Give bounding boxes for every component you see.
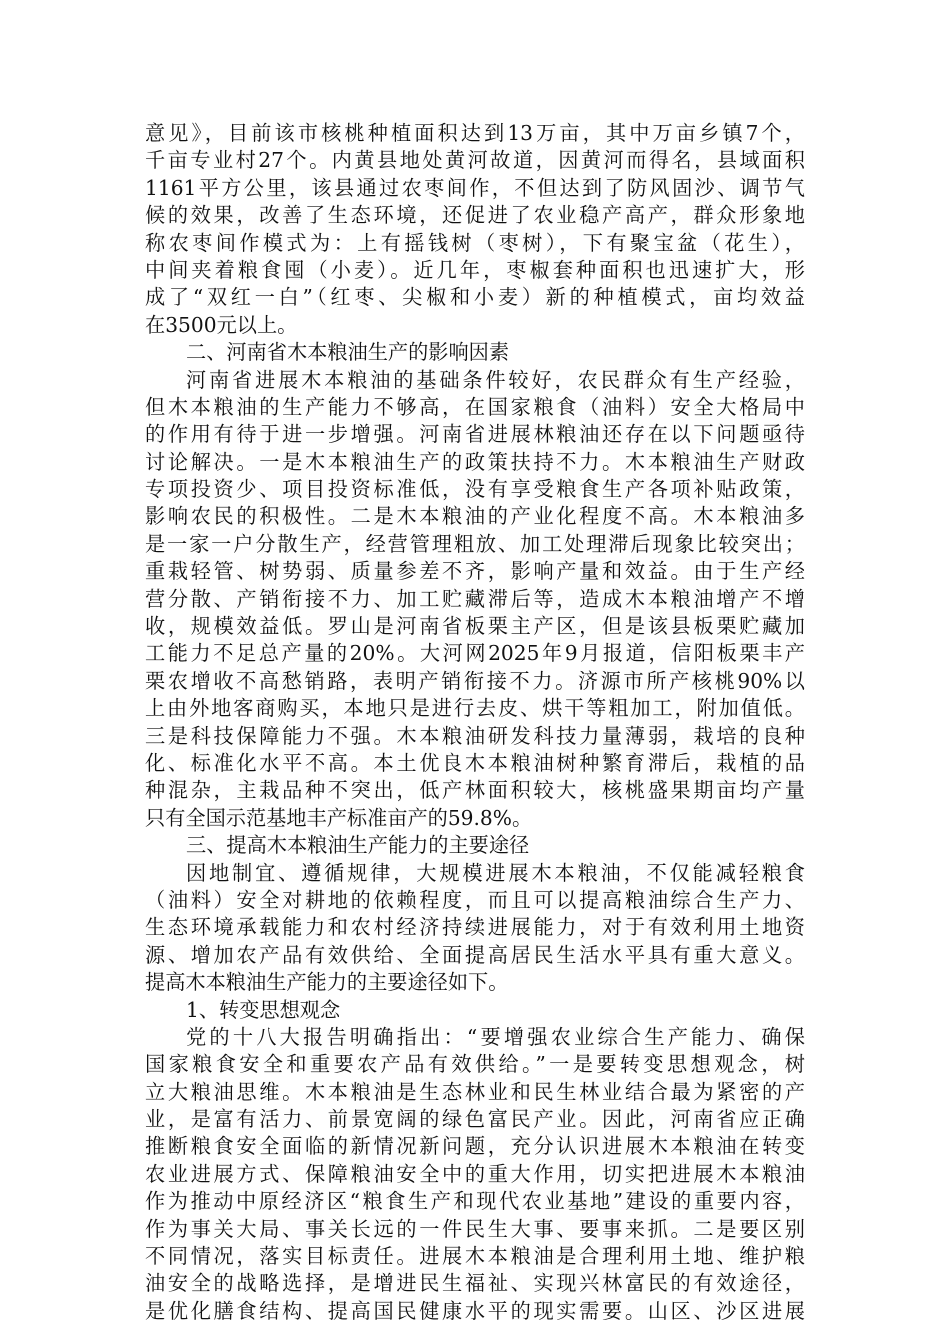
text-line: 工能力不足总产量的20%。大河网2025年9月报道，信阳板栗丰产 xyxy=(145,641,805,666)
text-line: 上由外地客商购买，本地只是进行去皮、烘干等粗加工，附加值低。 xyxy=(145,696,805,721)
text-line: 不同情况，落实目标责任。进展木本粮油是合理利用土地、维护粮 xyxy=(145,1244,805,1269)
text-line: 称农枣间作模式为：上有摇钱树（枣树），下有聚宝盆（花生）， xyxy=(145,230,805,255)
text-line: 是优化膳食结构、提高国民健康水平的现实需要。山区、沙区进展 xyxy=(145,1298,805,1323)
text-line: 国家粮食安全和重要农产品有效供给。”一是要转变思想观念，树 xyxy=(145,1052,805,1077)
text-line: 影响农民的积极性。二是木本粮油的产业化程度不高。木本粮油多 xyxy=(145,504,805,529)
text-line: 在3500元以上。 xyxy=(145,312,298,337)
text-line: 作为事关大局、事关长远的一件民生大事、要事来抓。二是要区别 xyxy=(145,1216,805,1241)
text-line: 但木本粮油的生产能力不够高，在国家粮食（油料）安全大格局中 xyxy=(145,394,805,419)
text-line: 提高木本粮油生产能力的主要途径如下。 xyxy=(145,970,509,995)
text-line: 业，是富有活力、前景宽阔的绿色富民产业。因此，河南省应正确 xyxy=(145,1107,805,1132)
text-line: 河南省进展木本粮油的基础条件较好，农民群众有生产经验， xyxy=(186,367,805,392)
text-line: 作为推动中原经济区“粮食生产和现代农业基地”建设的重要内容， xyxy=(145,1189,805,1214)
text-line: 生态环境承载能力和农村经济持续进展能力，对于有效利用土地资 xyxy=(145,915,805,940)
text-line: 栗农增收不高愁销路，表明产销衔接不力。济源市所产核桃90%以 xyxy=(145,668,805,693)
text-line: 专项投资少、项目投资标准低，没有享受粮食生产各项补贴政策， xyxy=(145,477,805,502)
text-line: 1161平方公里，该县通过农枣间作，不但达到了防风固沙、调节气 xyxy=(145,175,805,200)
text-line: 千亩专业村27个。内黄县地处黄河故道，因黄河而得名，县域面积 xyxy=(145,148,805,173)
text-line: 候的效果，改善了生态环境，还促进了农业稳产高产，群众形象地 xyxy=(145,203,805,228)
text-line: 立大粮油思维。木本粮油是生态林业和民生林业结合最为紧密的产 xyxy=(145,1079,805,1104)
text-line: 只有全国示范基地丰产标准亩产的59.8%。 xyxy=(145,805,533,830)
text-line: 二、河南省木本粮油生产的影响因素 xyxy=(186,340,510,365)
text-line: 成了“双红一白”（红枣、尖椒和小麦）新的种植模式，亩均效益 xyxy=(145,285,805,310)
text-line: 讨论解决。一是木本粮油生产的政策扶持不力。木本粮油生产财政 xyxy=(145,449,805,474)
text-line: （油料）安全对耕地的依赖程度，而且可以提高粮油综合生产力、 xyxy=(145,887,805,912)
text-line: 1、转变思想观念 xyxy=(186,997,341,1022)
text-line: 党的十八大报告明确指出：“要增强农业综合生产能力、确保 xyxy=(186,1024,805,1049)
text-line: 农业进展方式、保障粮油安全中的重大作用，切实把进展木本粮油 xyxy=(145,1161,805,1186)
text-line: 中间夹着粮食囤（小麦）。近几年，枣椒套种面积也迅速扩大，形 xyxy=(145,257,805,282)
text-line: 种混杂，主栽品种不突出，低产林面积较大，核桃盛果期亩均产量 xyxy=(145,778,805,803)
text-line: 重栽轻管、树势弱、质量参差不齐，影响产量和效益。由于生产经 xyxy=(145,559,805,584)
text-line: 三是科技保障能力不强。木本粮油研发科技力量薄弱，栽培的良种 xyxy=(145,723,805,748)
text-line: 三、提高木本粮油生产能力的主要途径 xyxy=(186,833,530,858)
text-line: 的作用有待于进一步增强。河南省进展林粮油还存在以下问题亟待 xyxy=(145,422,805,447)
text-line: 是一家一户分散生产，经营管理粗放、加工处理滞后现象比较突出； xyxy=(145,531,805,556)
text-line: 因地制宜、遵循规律，大规模进展木本粮油，不仅能减轻粮食 xyxy=(186,860,805,885)
document-body xyxy=(145,120,805,1325)
text-line: 收，规模效益低。罗山是河南省板栗主产区，但是该县板栗贮藏加 xyxy=(145,614,805,639)
text-line: 推断粮食安全面临的新情况新问题，充分认识进展木本粮油在转变 xyxy=(145,1134,805,1159)
text-line: 化、标准化水平不高。本土优良木本粮油树种繁育滞后，栽植的品 xyxy=(145,750,805,775)
text-line: 营分散、产销衔接不力、加工贮藏滞后等，造成木本粮油增产不增 xyxy=(145,586,805,611)
text-line: 意见》，目前该市核桃种植面积达到13万亩，其中万亩乡镇7个， xyxy=(145,121,805,145)
text-line: 源、增加农产品有效供给、全面提高居民生活水平具有重大意义。 xyxy=(145,942,805,967)
text-line: 油安全的战略选择，是增进民生福祉、实现兴林富民的有效途径， xyxy=(145,1271,805,1296)
